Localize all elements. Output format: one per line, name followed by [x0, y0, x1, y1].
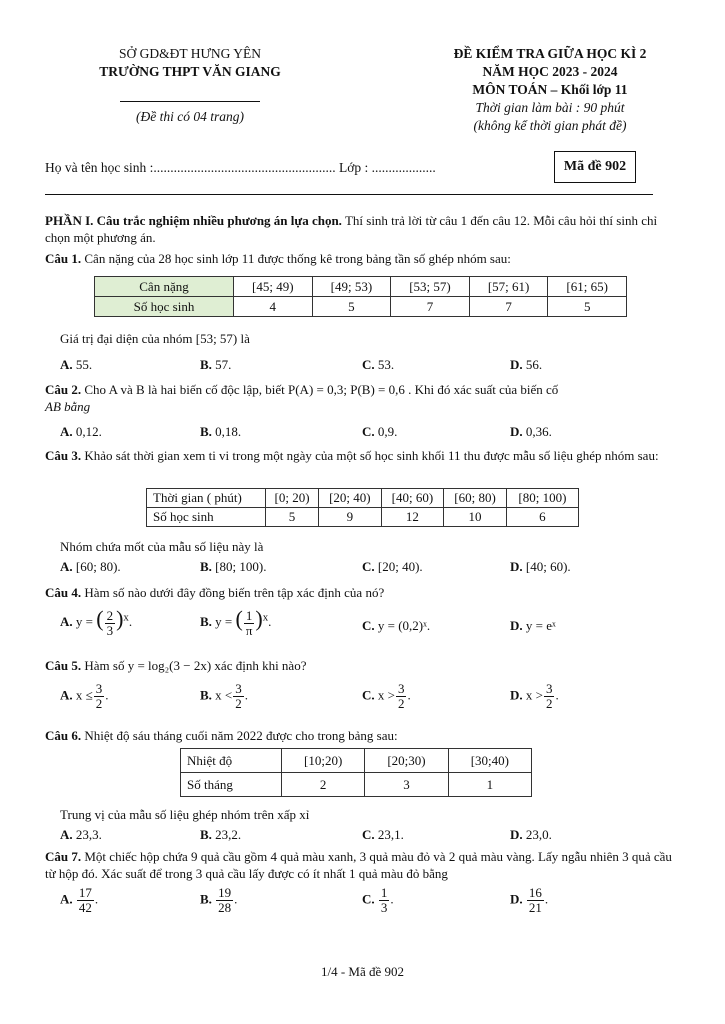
time-limit: Thời gian làm bài : 90 phút: [475, 100, 625, 115]
q1-count: 4: [234, 297, 313, 317]
q6-table: [180, 748, 532, 797]
subject: MÔN TOÁN – Khối lớp 11: [472, 82, 628, 97]
q5-option-c[interactable]: C. x > $\frac{3}{2}$ .: [362, 681, 411, 711]
q4-options: [60, 606, 680, 646]
part1-title: PHẦN I. Câu trắc nghiệm nhiều phương án lựa chọn.: [45, 213, 342, 228]
q6-row-header-1: Nhiệt độ: [181, 749, 282, 773]
q6-label: Câu 6.: [45, 728, 82, 743]
q6-option-a[interactable]: A. 23,3.: [60, 827, 102, 842]
q2-option-b[interactable]: B. 0,18.: [200, 424, 242, 439]
q1-option-c[interactable]: C. 53.: [362, 357, 395, 372]
question-5: [45, 657, 685, 674]
q4-text: Hàm số nào dưới đây đồng biến trên tập xác định của nó?: [81, 585, 385, 600]
question-1: [45, 250, 685, 267]
q4-option-b[interactable]: B. y = ( $\frac{1}{\pi}$ )$^x$.: [200, 606, 272, 638]
q3-group: [0; 20): [266, 489, 319, 508]
q1-group: [45; 49): [234, 277, 313, 297]
header-left: [60, 45, 320, 126]
q1-group: [53; 57): [391, 277, 470, 297]
q3-group: [80; 100): [506, 489, 578, 508]
q1-count: 5: [548, 297, 627, 317]
q3-count: 5: [266, 508, 319, 527]
table-row: [147, 489, 579, 508]
q3-option-b[interactable]: B. [80; 100).: [200, 559, 267, 574]
q4-option-d[interactable]: D. y = eˣ: [510, 618, 556, 633]
student-info-line: Họ và tên học sinh :...................................................... Lớp : ...................: [45, 160, 436, 175]
q1-group: [57; 61): [469, 277, 548, 297]
q7-options: [60, 886, 680, 926]
header-divider: [120, 101, 260, 102]
q1-count: 7: [391, 297, 470, 317]
q6-text: Nhiệt độ sáu tháng cuối năm 2022 được cho trong bảng sau:: [81, 728, 398, 743]
q1-option-a[interactable]: A. 55.: [60, 357, 93, 372]
q3-label: Câu 3.: [45, 448, 82, 463]
q3-option-d[interactable]: D. [40; 60).: [510, 559, 571, 574]
q2-option-a[interactable]: A. 0,12.: [60, 424, 102, 439]
q4-label: Câu 4.: [45, 585, 82, 600]
q3-row-header-2: Số học sinh: [147, 508, 266, 527]
q1-count: 7: [469, 297, 548, 317]
q5-option-d[interactable]: D. x > $\frac{3}{2}$ .: [510, 681, 559, 711]
q1-text: Cân nặng của 28 học sinh lớp 11 được thống kê trong bảng tần số ghép nhóm sau:: [81, 251, 511, 266]
question-2: [45, 381, 685, 415]
q3-count: 9: [319, 508, 382, 527]
q3-row-header-1: Thời gian ( phút): [147, 489, 266, 508]
time-note: (không kể thời gian phát đề): [473, 118, 627, 133]
question-7: [45, 848, 685, 882]
table-row: [147, 508, 579, 527]
table-row: [95, 297, 627, 317]
exam-title: ĐỀ KIỂM TRA GIỮA HỌC KÌ 2: [453, 46, 647, 61]
q6-row-header-2: Số tháng: [181, 773, 282, 797]
page-footer: 1/4 - Mã đề 902: [320, 964, 405, 979]
q4-option-a[interactable]: A. y = ( $\frac{2}{3}$ )$^x$.: [60, 606, 133, 638]
q7-option-d[interactable]: D. $\frac{16}{21}$ .: [510, 885, 549, 915]
q7-option-a[interactable]: A. $\frac{17}{42}$ .: [60, 885, 99, 915]
q3-group: [20; 40): [319, 489, 382, 508]
department-name: SỞ GD&ĐT HƯNG YÊN: [118, 46, 262, 61]
q6-count: 3: [365, 773, 448, 797]
school-year: NĂM HỌC 2023 - 2024: [482, 64, 618, 79]
q6-group: [30;40): [448, 749, 531, 773]
table-row: [181, 773, 532, 797]
pages-note: (Đề thi có 04 trang): [136, 109, 244, 124]
q3-options: [60, 559, 680, 579]
q5-options: [60, 682, 680, 722]
q6-subquestion: Trung vị của mẫu số liệu ghép nhóm trên xấp xỉ: [60, 807, 310, 822]
q3-count: 12: [381, 508, 444, 527]
q3-group: [60; 80): [444, 489, 507, 508]
q2-text: Cho A và B là hai biến cố độc lập, biết P(A) = 0,3; P(B) = 0,6 . Khi đó xác suất của biến cố: [81, 382, 559, 397]
q3-count: 10: [444, 508, 507, 527]
q7-option-c[interactable]: C. $\frac{1}{3}$ .: [362, 885, 394, 915]
q2-options: [60, 424, 680, 444]
q3-table: [146, 488, 579, 527]
q6-group: [10;20): [282, 749, 365, 773]
q4-option-c[interactable]: C. y = (0,2)ˣ.: [362, 618, 431, 633]
q3-option-a[interactable]: A. [60; 80).: [60, 559, 121, 574]
question-6: [45, 727, 685, 744]
q1-table: [94, 276, 627, 317]
q7-option-b[interactable]: B. $\frac{19}{28}$ .: [200, 885, 238, 915]
table-row: [181, 749, 532, 773]
q1-row-header-1: Cân nặng: [95, 277, 234, 297]
q1-option-d[interactable]: D. 56.: [510, 357, 543, 372]
q2-option-c[interactable]: C. 0,9.: [362, 424, 398, 439]
q1-option-b[interactable]: B. 57.: [200, 357, 232, 372]
q7-text: Một chiếc hộp chứa 9 quả cầu gồm 4 quả màu xanh, 3 quả màu đỏ và 2 quả màu vàng. Lấy ngẫu nhiên 3 quả cầu từ hộp đó. Xác suất để trong 3 quả cầu lấy được có ít nhất 1 quả màu đỏ bằng: [45, 849, 672, 881]
q1-group: [49; 53): [312, 277, 391, 297]
q3-group: [40; 60): [381, 489, 444, 508]
q2-label: Câu 2.: [45, 382, 82, 397]
q6-option-d[interactable]: D. 23,0.: [510, 827, 552, 842]
header-right: [430, 45, 670, 135]
q5-text: Hàm số y = log₂(3 − 2x) xác định khi nào?: [81, 658, 307, 673]
part1-intro: [45, 212, 685, 246]
q5-label: Câu 5.: [45, 658, 82, 673]
q1-row-header-2: Số học sinh: [95, 297, 234, 317]
header-bottom-rule: [45, 194, 653, 195]
q3-text: Khảo sát thời gian xem ti vi trong một ngày của một số học sinh khối 11 thu được mẫu số liệu ghép nhóm sau:: [81, 448, 659, 463]
q6-option-c[interactable]: C. 23,1.: [362, 827, 404, 842]
question-4: [45, 584, 685, 601]
q1-options: [60, 357, 680, 377]
q1-group: [61; 65): [548, 277, 627, 297]
q6-count: 2: [282, 773, 365, 797]
q5-option-a[interactable]: A. x ≤ $\frac{3}{2}$ .: [60, 681, 109, 711]
q3-option-c[interactable]: C. [20; 40).: [362, 559, 423, 574]
part1-instruction: Thí sinh trả lời từ câu 1 đến câu 12. Mỗi câu hỏi thí sinh chỉ chọn một phương án.: [45, 213, 658, 245]
q3-subquestion: Nhóm chứa mốt của mẫu số liệu này là: [60, 539, 264, 554]
q6-group: [20;30): [365, 749, 448, 773]
q3-count: 6: [506, 508, 578, 527]
q1-label: Câu 1.: [45, 251, 82, 266]
q1-count: 5: [312, 297, 391, 317]
q6-option-b[interactable]: B. 23,2.: [200, 827, 242, 842]
exam-code-box: Mã đề 902: [554, 151, 636, 183]
q6-options: [60, 827, 680, 847]
table-row: [95, 277, 627, 297]
school-name: TRƯỜNG THPT VĂN GIANG: [99, 64, 281, 79]
q2-option-d[interactable]: D. 0,36.: [510, 424, 552, 439]
question-3: [45, 447, 685, 464]
q6-count: 1: [448, 773, 531, 797]
q1-subquestion: Giá trị đại diện của nhóm [53; 57) là: [60, 331, 250, 346]
q7-label: Câu 7.: [45, 849, 82, 864]
q5-option-b[interactable]: B. x < $\frac{3}{2}$ .: [200, 681, 249, 711]
q2-text-2: AB bằng: [45, 399, 91, 414]
